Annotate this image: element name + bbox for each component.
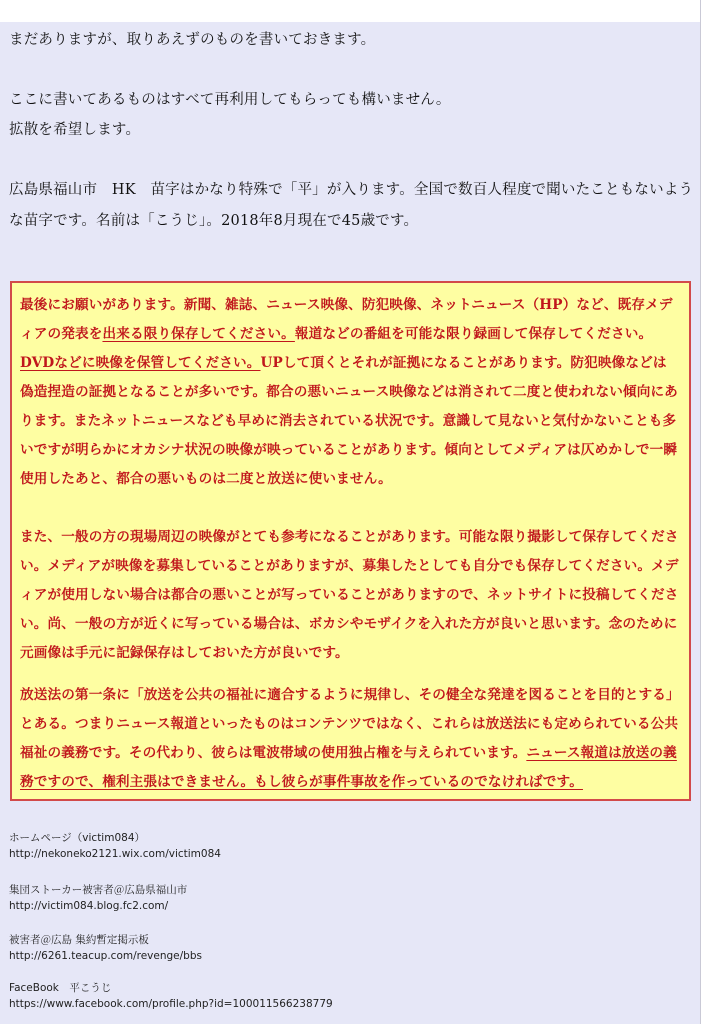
request-notice-box [10, 281, 691, 801]
notice-p1-text-e: UPして頂くとそれが証拠になることがあります。防犯映像などは偽造捏造の証拠となることが多いです。都合の悪いニュース映像などは消されて二度と使われない傾向にあります。またネットニュースなども早めに消去されている状況です。意識して見ないと気付かないことも多いですが明らかにオカシナ状況の映像が映っていることがあります。傾向としてメディアは仄めかしで一瞬使用したあと、都合の悪いものは二度と放送に使いません。 [20, 355, 678, 487]
link-label: ホームページ（victim084） [9, 832, 145, 844]
page-edge-divider [700, 0, 701, 1024]
link-block-facebook [9, 980, 333, 1010]
link-label: 被害者＠広島 集約暫定掲示板 [9, 934, 149, 946]
link-label: FaceBook 平こうじ [9, 982, 112, 994]
notice-p1-underline-dvd: DVDなどに映像を保管してください。 [20, 355, 261, 371]
notice-p3-text-a: 放送法の第一条に「放送を公共の福祉に適合するように規律し、その健全な発達を図ることを目的とする」とある。つまりニュース報道といったものはコンテンツではなく、これらは放送法にも定められている公共福祉の義務です。その代わり、彼らは電波帯域の使用独占権を与えられています。 [20, 687, 679, 761]
intro-line-4: 広島県福山市 HK 苗字はかなり特殊で「平」が入ります。全国で数百人程度で聞いたこともないよう [9, 182, 694, 198]
intro-line-2: ここに書いてあるものはすべて再利用してもらっても構いません。 [9, 92, 451, 108]
link-url[interactable]: https://www.facebook.com/profile.php?id=100011566238779 [9, 998, 333, 1010]
notice-paragraph-3 [20, 681, 679, 797]
intro-line-3: 拡散を希望します。 [9, 122, 141, 138]
link-url[interactable]: http://6261.teacup.com/revenge/bbs [9, 950, 202, 962]
link-block-blog [9, 882, 187, 912]
link-url[interactable]: http://victim084.blog.fc2.com/ [9, 900, 169, 912]
notice-p1-text-c: 報道などの番組を可能な限り録画して保存してください。 [294, 326, 653, 342]
link-block-bbs [9, 932, 202, 962]
notice-paragraph-2: また、一般の方の現場周辺の映像がとても参考になることがあります。可能な限り撮影して保存してください。メディアが映像を募集していることがありますが、募集したとしても自分でも保存してください。メディアが使用しない場合は都合の悪いことが写っていることがありますので、ネットサイトに投稿してください。尚、一般の方が近くに写っている場合は、ボカシやモザイクを入れた方が良いと思います。念のために元画像は手元に記録保存はしておいた方が良いです。 [20, 529, 679, 661]
link-label: 集団ストーカー被害者＠広島県福山市 [9, 884, 188, 896]
link-block-homepage [9, 830, 221, 860]
notice-paragraph-1 [20, 291, 679, 494]
notice-p1-underline-save: 出来る限り保存してください。 [102, 326, 295, 342]
notice-p1-text-a: 最後にお願いがあります。新聞、雑誌、ニュース映像、防犯映像、ネットニュース（HP）など、既存メディアの発表を [20, 297, 673, 342]
intro-line-5: な苗字です。名前は「こうじ」。2018年8月現在で45歳です。 [9, 213, 419, 229]
intro-line-1: まだありますが、取りあえずのものを書いておきます。 [9, 32, 376, 48]
notice-p3-underline-duty: ニュース報道は放送の義務ですので、権利主張はできません。もし彼らが事件事故を作っているのでなければです。 [20, 745, 677, 790]
link-url[interactable]: http://nekoneko2121.wix.com/victim084 [9, 848, 221, 860]
